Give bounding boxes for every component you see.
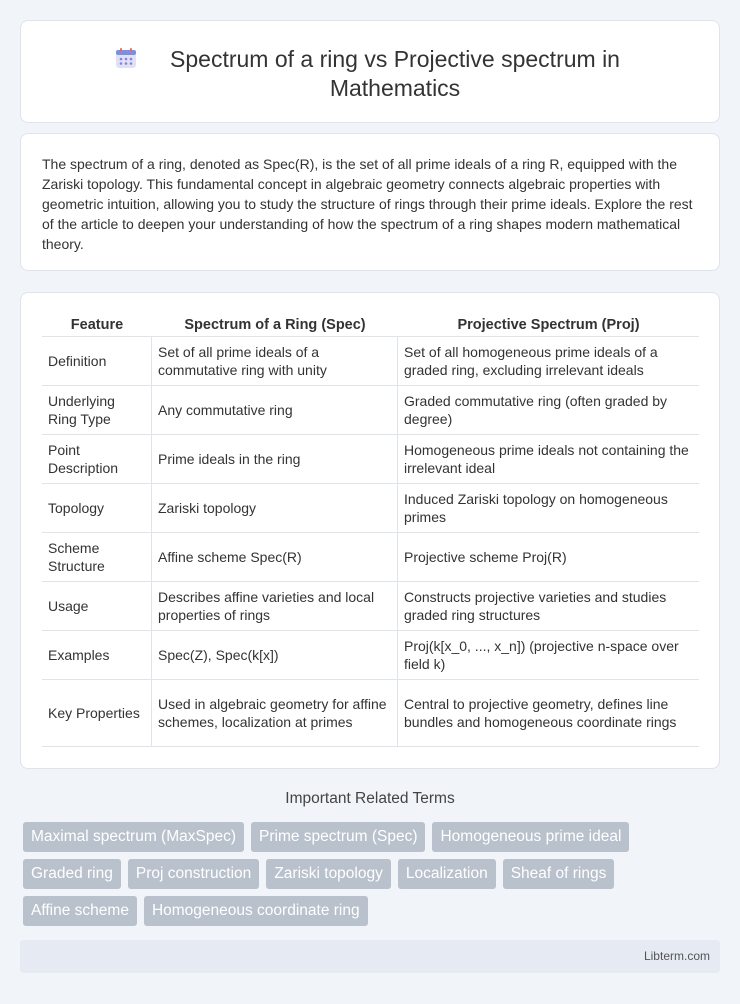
table-cell: Any commutative ring xyxy=(152,386,398,435)
page-title: Spectrum of a ring vs Projective spectrum in Mathematics xyxy=(170,46,620,101)
table-row xyxy=(42,582,699,631)
table-cell: Affine scheme Spec(R) xyxy=(152,533,398,582)
table-row xyxy=(42,631,699,680)
table-row xyxy=(42,435,699,484)
table-cell: Homogeneous prime ideals not containing the irrelevant ideal xyxy=(398,435,699,484)
table-cell: Usage xyxy=(42,582,152,631)
related-terms-heading: Important Related Terms xyxy=(285,790,455,807)
table-cell: Graded commutative ring (often graded by degree) xyxy=(398,386,699,435)
table-cell: Set of all homogeneous prime ideals of a graded ring, excluding irrelevant ideals xyxy=(398,337,699,386)
table-row xyxy=(42,337,699,386)
related-term-tag[interactable]: Graded ring xyxy=(23,859,121,889)
comparison-table xyxy=(42,315,699,747)
table-row xyxy=(42,484,699,533)
table-row xyxy=(42,386,699,435)
table-cell: Set of all prime ideals of a commutative ring with unity xyxy=(152,337,398,386)
related-term-tag[interactable]: Localization xyxy=(398,859,496,889)
table-cell: Projective scheme Proj(R) xyxy=(398,533,699,582)
table-header-cell: Feature xyxy=(42,315,152,337)
footer-site-link[interactable]: Libterm.com xyxy=(643,949,710,963)
table-cell: Describes affine varieties and local properties of rings xyxy=(152,582,398,631)
table-cell: Constructs projective varieties and studies graded ring structures xyxy=(398,582,699,631)
table-cell: Proj(k[x_0, ..., x_n]) (projective n-space over field k) xyxy=(398,631,699,680)
table-cell: Spec(Z), Spec(k[x]) xyxy=(152,631,398,680)
intro-paragraph: The spectrum of a ring, denoted as Spec(R), is the set of all prime ideals of a ring R, equipped with the Zariski topology. This fundamental concept in algebraic geometry connects algebraic properties with geometric intuition, allowing you to study the structure of rings through their prime ideals. Explore the rest of the article to deepen your understanding of how the spectrum of a ring shapes modern mathematical theory. xyxy=(42,156,693,252)
footer xyxy=(20,940,720,973)
related-term-tag[interactable]: Prime spectrum (Spec) xyxy=(251,822,425,852)
table-cell: Scheme Structure xyxy=(42,533,152,582)
table-cell: Prime ideals in the ring xyxy=(152,435,398,484)
table-cell: Central to projective geometry, defines line bundles and homogeneous coordinate rings xyxy=(398,680,699,747)
related-term-tag[interactable]: Affine scheme xyxy=(23,896,137,926)
related-term-tag[interactable]: Zariski topology xyxy=(266,859,391,889)
table-cell: Underlying Ring Type xyxy=(42,386,152,435)
table-row xyxy=(42,533,699,582)
related-term-tag[interactable]: Proj construction xyxy=(128,859,259,889)
table-header-cell: Spectrum of a Ring (Spec) xyxy=(152,315,398,337)
related-terms-list xyxy=(23,822,703,933)
related-term-tag[interactable]: Sheaf of rings xyxy=(503,859,615,889)
table-cell: Induced Zariski topology on homogeneous primes xyxy=(398,484,699,533)
title-card xyxy=(20,20,720,123)
table-row xyxy=(42,680,699,747)
table-cell: Used in algebraic geometry for affine schemes, localization at primes xyxy=(152,680,398,747)
table-cell: Zariski topology xyxy=(152,484,398,533)
table-header-row xyxy=(42,315,699,337)
related-term-tag[interactable]: Maximal spectrum (MaxSpec) xyxy=(23,822,244,852)
comparison-card xyxy=(20,292,720,769)
table-cell: Key Properties xyxy=(42,680,152,747)
table-cell: Examples xyxy=(42,631,152,680)
intro-card xyxy=(20,133,720,271)
related-term-tag[interactable]: Homogeneous coordinate ring xyxy=(144,896,368,926)
table-cell: Point Description xyxy=(42,435,152,484)
table-header-cell: Projective Spectrum (Proj) xyxy=(398,315,699,337)
table-cell: Topology xyxy=(42,484,152,533)
table-cell: Definition xyxy=(42,337,152,386)
related-term-tag[interactable]: Homogeneous prime ideal xyxy=(432,822,629,852)
